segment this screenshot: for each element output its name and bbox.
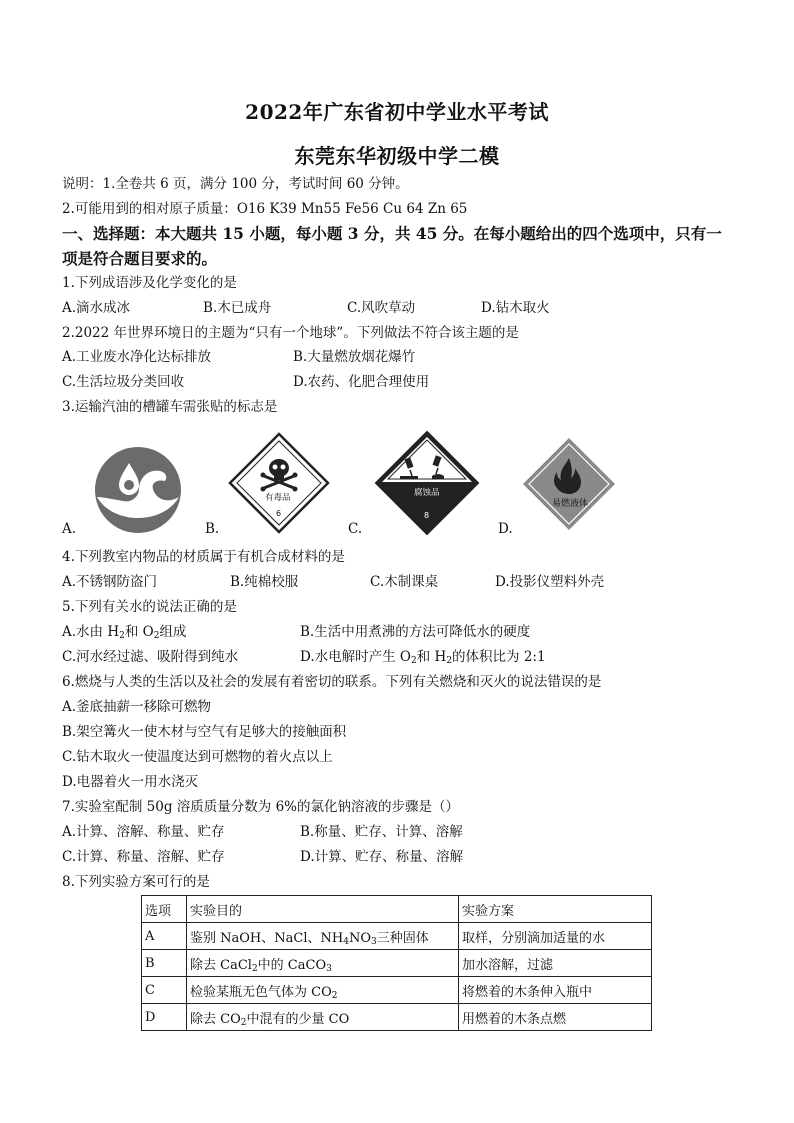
table-cell: 取样，分别滴加适量的水	[459, 923, 652, 950]
q7-option-d: D.计算、贮存、称量、溶解	[300, 849, 464, 865]
toxic-class-number: 6	[276, 509, 282, 518]
q8-options-table	[141, 895, 652, 1031]
table-cell: 将燃着的木条伸入瓶中	[459, 977, 652, 1004]
q2-option-c: C.生活垃圾分类回收	[62, 374, 185, 390]
flammable-label: 易燃液体	[552, 499, 589, 509]
q6-option-c: C.钻木取火一使温度达到可燃物的着火点以上	[62, 749, 333, 765]
q4-option-b: B.纯棉校服	[230, 574, 299, 590]
q7-stem: 7.实验室配制 50g 溶质质量分数为 6%的氯化钠溶液的步骤是（）	[62, 799, 459, 815]
section-heading-line-2: 项是符合题目要求的。	[62, 249, 218, 268]
table-cell: 检验某瓶无色气体为 $CO_2$	[187, 977, 459, 1004]
q3-option-a: A.	[62, 521, 77, 537]
q7-option-c: C.计算、称量、溶解、贮存	[62, 849, 225, 865]
q4-option-d: D.投影仪塑料外壳	[495, 574, 605, 590]
corrosive-class-number: 8	[424, 511, 430, 520]
instructions-line-2: 2.可能用到的相对原子质量：O16 K39 Mn55 Fe56 Cu 64 Zn 65	[62, 201, 468, 217]
table-cell: 加水溶解，过滤	[459, 950, 652, 977]
instructions-line-1: 说明：1.全卷共 6 页，满分 100 分，考试时间 60 分钟。	[62, 176, 409, 192]
table-header-row	[142, 896, 652, 923]
corrosive-label: 腐蚀品	[414, 488, 440, 498]
q6-option-b: B.架空篝火一使木材与空气有足够大的接触面积	[62, 724, 347, 740]
table-header-cell: 选项	[142, 896, 187, 923]
table-cell: 鉴别 NaOH、NaCl、$NH_4NO_3$三种固体	[187, 923, 459, 950]
table-row	[142, 923, 652, 950]
table-row	[142, 950, 652, 977]
q3-option-b: B.	[205, 521, 220, 537]
q5-stem: 5.下列有关水的说法正确的是	[62, 599, 237, 615]
q4-stem: 4.下列教室内物品的材质属于有机合成材料的是	[62, 549, 345, 565]
q1-option-a: A.滴水成冰	[62, 300, 131, 316]
q4-option-a: A.不锈钢防盗门	[62, 574, 158, 590]
q5-option-c: C.河水经过滤、吸附得到纯水	[62, 649, 239, 665]
table-cell: B	[142, 950, 187, 977]
table-header-cell: 实验方案	[459, 896, 652, 923]
table-cell: D	[142, 1004, 187, 1031]
water-saving-icon	[93, 445, 183, 535]
q5-option-a: A.水由 $H_2$和 $O_2$组成	[62, 624, 187, 641]
table-cell: 除去 $CO_2$中混有的少量 CO	[187, 1004, 459, 1031]
q5-option-b: B.生活中用煮沸的方法可降低水的硬度	[300, 624, 531, 640]
exam-title: 2022年广东省初中学业水平考试	[245, 100, 549, 124]
q7-option-b: B.称量、贮存、计算、溶解	[300, 824, 463, 840]
table-row	[142, 1004, 652, 1031]
table-cell: A	[142, 923, 187, 950]
table-header-cell: 实验目的	[187, 896, 459, 923]
q2-stem: 2.2022 年世界环境日的主题为“只有一个地球”。下列做法不符合该主题的是	[62, 325, 519, 341]
q4-option-c: C.木制课桌	[370, 574, 439, 590]
q3-stem: 3.运输汽油的槽罐车需张贴的标志是	[62, 399, 278, 415]
q5-option-d: D.水电解时产生 $O_2$和 $H_2$的体积比为 2:1	[300, 649, 546, 666]
table-cell: C	[142, 977, 187, 1004]
q6-option-d: D.电器着火一用水浇灭	[62, 774, 199, 790]
toxic-label: 有毒品	[265, 493, 291, 503]
section-heading-line-1: 一、选择题：本大题共 15 小题，每小题 3 分，共 45 分。在每小题给出的四个选项中，只有一	[62, 224, 722, 243]
q6-stem: 6.燃烧与人类的生活以及社会的发展有着密切的联系。下列有关燃烧和灭火的说法错误的是	[62, 674, 602, 690]
q8-stem: 8.下列实验方案可行的是	[62, 874, 210, 890]
q2-option-d: D.农药、化肥合理使用	[293, 374, 430, 390]
exam-subtitle: 东莞东华初级中学二模	[294, 144, 500, 168]
q6-option-a: A.釜底抽薪一移除可燃物	[62, 699, 212, 715]
q1-stem: 1.下列成语涉及化学变化的是	[62, 275, 237, 291]
q7-option-a: A.计算、溶解、称量、贮存	[62, 824, 225, 840]
table-row	[142, 977, 652, 1004]
table-cell: 用燃着的木条点燃	[459, 1004, 652, 1031]
q1-option-b: B.木已成舟	[203, 300, 272, 316]
q2-option-b: B.大量燃放烟花爆竹	[293, 349, 416, 365]
q3-option-c: C.	[348, 521, 363, 537]
q1-option-c: C.风吹草动	[347, 300, 416, 316]
q3-option-d: D.	[498, 521, 513, 537]
q2-option-a: A.工业废水净化达标排放	[62, 349, 212, 365]
flame-icon	[521, 436, 617, 532]
q1-option-d: D.钻木取火	[481, 300, 550, 316]
table-cell: 除去 CaCl$_2$中的 CaCO$_3$	[187, 950, 459, 977]
